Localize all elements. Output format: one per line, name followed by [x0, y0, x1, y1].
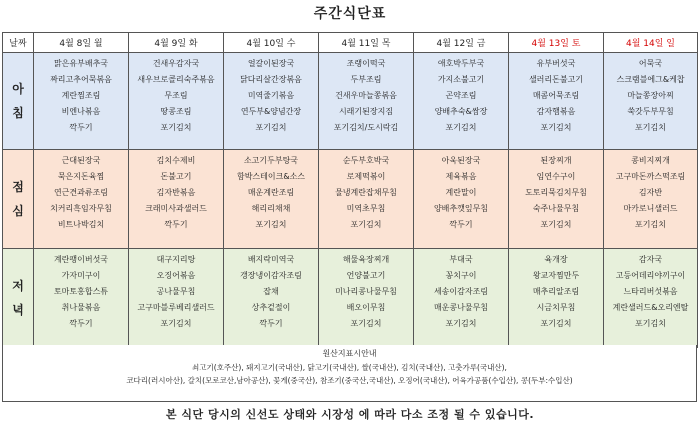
menu-cell	[319, 150, 414, 249]
menu-item: 김치수제비	[156, 156, 196, 165]
menu-item: 무조림	[164, 91, 188, 100]
menu-item: 느타리버섯볶음	[623, 287, 678, 296]
menu-item: 왕교자찜만두	[532, 271, 580, 280]
menu-item: 포기김치	[445, 123, 477, 132]
menu-item: 김자반볶음	[156, 188, 196, 197]
day-header: 4월 10일 수	[224, 33, 319, 53]
menu-item: 감자국	[638, 255, 663, 264]
breakfast-label: 아 침	[3, 53, 34, 150]
menu-item: 포기김치	[160, 123, 192, 132]
menu-item: 육개장	[544, 255, 568, 264]
menu-item: 감자햄볶음	[536, 107, 576, 116]
menu-item: 깍두기	[164, 220, 188, 229]
menu-cell	[224, 249, 319, 348]
menu-item: 제육볶음	[445, 172, 477, 181]
menu-item: 오징어볶음	[156, 271, 196, 280]
menu-item: 묵은지돈육찜	[57, 172, 105, 181]
menu-cell	[34, 53, 129, 150]
menu-item: 갱장냉이감자조림	[240, 271, 302, 280]
day-header: 4월 14일 일	[604, 33, 698, 53]
origin-title: 원산지표시안내	[322, 349, 377, 358]
menu-item: 아욱된장국	[441, 156, 481, 165]
menu-item: 포기김치	[540, 220, 572, 229]
menu-item: 포기김치	[255, 220, 287, 229]
menu-item: 물냉계란잡채무침	[335, 188, 397, 197]
lunch-row	[3, 150, 698, 249]
menu-item: 땅콩조림	[160, 107, 192, 116]
lunch-label: 점 심	[3, 150, 34, 249]
menu-item: 맑은유부배추국	[53, 59, 109, 68]
menu-item: 된장찌개	[540, 156, 572, 165]
page-title: 주간식단표	[313, 6, 387, 22]
origin-line: 코다리(러시아산), 갈치(모로코산,남아공산), 꽃게(중국산), 참조기(중국산,국내산), 오징어(국내산), 어육가공품(수입산), 콩(두부:수입산)	[126, 376, 573, 385]
menu-item: 어묵국	[638, 59, 663, 68]
menu-item: 근대된장국	[61, 156, 101, 165]
menu-item: 연두부&양념간장	[240, 107, 302, 116]
menu-item: 조랭이떡국	[346, 59, 386, 68]
menu-cell	[604, 150, 698, 249]
menu-cell	[129, 53, 224, 150]
menu-item: 계란샐러드&오리엔탈	[612, 303, 689, 312]
day-header: 4월 8일 월	[34, 33, 129, 53]
day-header: 4월 12일 금	[414, 33, 509, 53]
menu-item: 가지소불고기	[437, 75, 485, 84]
menu-item: 마카로니샐러드	[623, 204, 678, 213]
menu-item: 쑥갓두부무침	[627, 107, 674, 116]
menu-item: 포기김치/도시락김	[333, 123, 399, 132]
menu-item: 대구지리탕	[156, 255, 196, 264]
origin-line: 쇠고기(호주산), 돼지고기(국내산), 닭고기(국내산), 쌀(국내산), 김치(국내산), 고춧가루(국내산),	[192, 363, 507, 372]
menu-item: 콩비지찌개	[631, 156, 670, 165]
menu-item: 계란팽이버섯국	[53, 255, 109, 264]
menu-item: 포기김치	[255, 123, 287, 132]
menu-item: 깍두기	[69, 319, 93, 328]
menu-item: 연근견과류조림	[53, 188, 109, 197]
menu-item: 스크램블에그&케찹	[616, 75, 685, 84]
menu-item: 비트나박김치	[57, 220, 105, 229]
menu-item: 매운콩나물무침	[433, 303, 489, 312]
menu-item: 건새우마늘쫑볶음	[335, 91, 397, 100]
origin-info	[2, 345, 697, 402]
menu-item: 배오이무침	[346, 303, 386, 312]
menu-cell	[34, 150, 129, 249]
menu-item: 숙주나물무침	[532, 204, 580, 213]
menu-cell	[414, 249, 509, 348]
menu-item: 깍두기	[449, 220, 473, 229]
menu-item: 소고기두부탕국	[243, 156, 299, 165]
menu-item: 순두부호박국	[342, 156, 390, 165]
menu-item: 포기김치	[160, 319, 192, 328]
date-header-row	[3, 33, 698, 53]
menu-item: 계란찜조림	[61, 91, 101, 100]
menu-item: 치커리흑임자무침	[50, 204, 112, 213]
menu-item: 해물육장찌개	[342, 255, 390, 264]
menu-item: 포기김치	[540, 123, 572, 132]
menu-item: 계란말이	[445, 188, 477, 197]
menu-item: 상추겉절이	[251, 303, 291, 312]
menu-item: 건새우감자국	[152, 59, 200, 68]
menu-item: 고구마돈까스떡조림	[615, 172, 686, 181]
menu-cell	[509, 249, 604, 348]
notice-text: 본 식단 당시의 신선도 상태와 시장성 에 따라 다소 조정 될 수 있습니다.	[165, 408, 535, 421]
menu-cell	[604, 53, 698, 150]
menu-cell	[34, 249, 129, 348]
menu-item: 매콤어묵조림	[532, 91, 580, 100]
menu-item: 세송이감자조림	[433, 287, 489, 296]
menu-item: 깍두기	[69, 123, 93, 132]
breakfast-row	[3, 53, 698, 150]
menu-item: 포기김치	[635, 123, 666, 132]
menu-item: 유부버섯국	[536, 59, 576, 68]
day-header: 4월 11일 목	[319, 33, 414, 53]
menu-item: 깍두기	[259, 319, 283, 328]
menu-item: 토마토홍합스튜	[53, 287, 109, 296]
dinner-row	[3, 249, 698, 348]
menu-item: 로제떡볶이	[346, 172, 386, 181]
menu-item: 애호박두부국	[437, 59, 485, 68]
menu-item: 포기김치	[540, 319, 572, 328]
menu-item: 미역초무침	[346, 204, 386, 213]
menu-cell	[224, 53, 319, 150]
menu-item: 샐러리돈불고기	[528, 75, 584, 84]
menu-item: 고구마블루베리샐러드	[137, 303, 215, 312]
day-header: 4월 9일 화	[129, 33, 224, 53]
menu-cell	[509, 53, 604, 150]
menu-cell	[509, 150, 604, 249]
menu-item: 도토리묵김치무침	[525, 188, 587, 197]
menu-item: 공나물무침	[156, 287, 196, 296]
menu-item: 포기김치	[445, 319, 477, 328]
menu-item: 새우브로콜리숙주볶음	[137, 75, 215, 84]
menu-item: 미나리콩나물무침	[335, 287, 397, 296]
menu-item: 포기김치	[635, 319, 666, 328]
menu-item: 매운계란조림	[247, 188, 295, 197]
menu-cell	[414, 150, 509, 249]
menu-item: 시금치무침	[536, 303, 576, 312]
menu-item: 해리리채채	[251, 204, 291, 213]
menu-cell	[319, 53, 414, 150]
menu-cell	[414, 53, 509, 150]
corner-label: 날짜	[3, 33, 34, 53]
menu-item: 닭다리살간장볶음	[240, 75, 302, 84]
menu-item: 곤약조림	[445, 91, 477, 100]
menu-item: 김자반	[638, 188, 663, 197]
weekly-menu-table	[2, 32, 698, 348]
menu-item: 시래기된장지짐	[338, 107, 394, 116]
menu-item: 함박스테이크&소스	[236, 172, 306, 181]
menu-item: 비엔나볶음	[61, 107, 101, 116]
menu-item: 꽁치구이	[445, 271, 477, 280]
dinner-label: 저 녁	[3, 249, 34, 348]
menu-item: 잡채	[263, 287, 279, 296]
menu-item: 포기김치	[350, 319, 382, 328]
menu-item: 임연수구이	[536, 172, 576, 181]
menu-cell	[129, 150, 224, 249]
menu-cell	[129, 249, 224, 348]
menu-item: 배지락미역국	[247, 255, 295, 264]
menu-item: 돈불고기	[160, 172, 192, 181]
menu-cell	[319, 249, 414, 348]
menu-item: 부대국	[449, 255, 473, 264]
menu-item: 언양불고기	[346, 271, 386, 280]
menu-item: 양배추숙&쌈장	[434, 107, 488, 116]
menu-item: 두부조림	[350, 75, 382, 84]
menu-item: 얼갈이된장국	[247, 59, 295, 68]
menu-item: 마늘쫑장아찌	[627, 91, 674, 100]
menu-item: 포기김치	[350, 220, 382, 229]
menu-item: 짜리고추어묵볶음	[50, 75, 112, 84]
menu-item: 포기김치	[635, 220, 666, 229]
menu-item: 매추리알조림	[532, 287, 580, 296]
menu-item: 크래미사과샐러드	[145, 204, 207, 213]
menu-item: 가자미구이	[61, 271, 101, 280]
menu-item: 취나물볶음	[61, 303, 101, 312]
menu-cell	[604, 249, 698, 348]
day-header: 4월 13일 토	[509, 33, 604, 53]
menu-cell	[224, 150, 319, 249]
menu-item: 고등어데리야끼구이	[615, 271, 686, 280]
menu-item: 양배추깻잎무침	[433, 204, 489, 213]
menu-item: 미역줄기볶음	[247, 91, 295, 100]
